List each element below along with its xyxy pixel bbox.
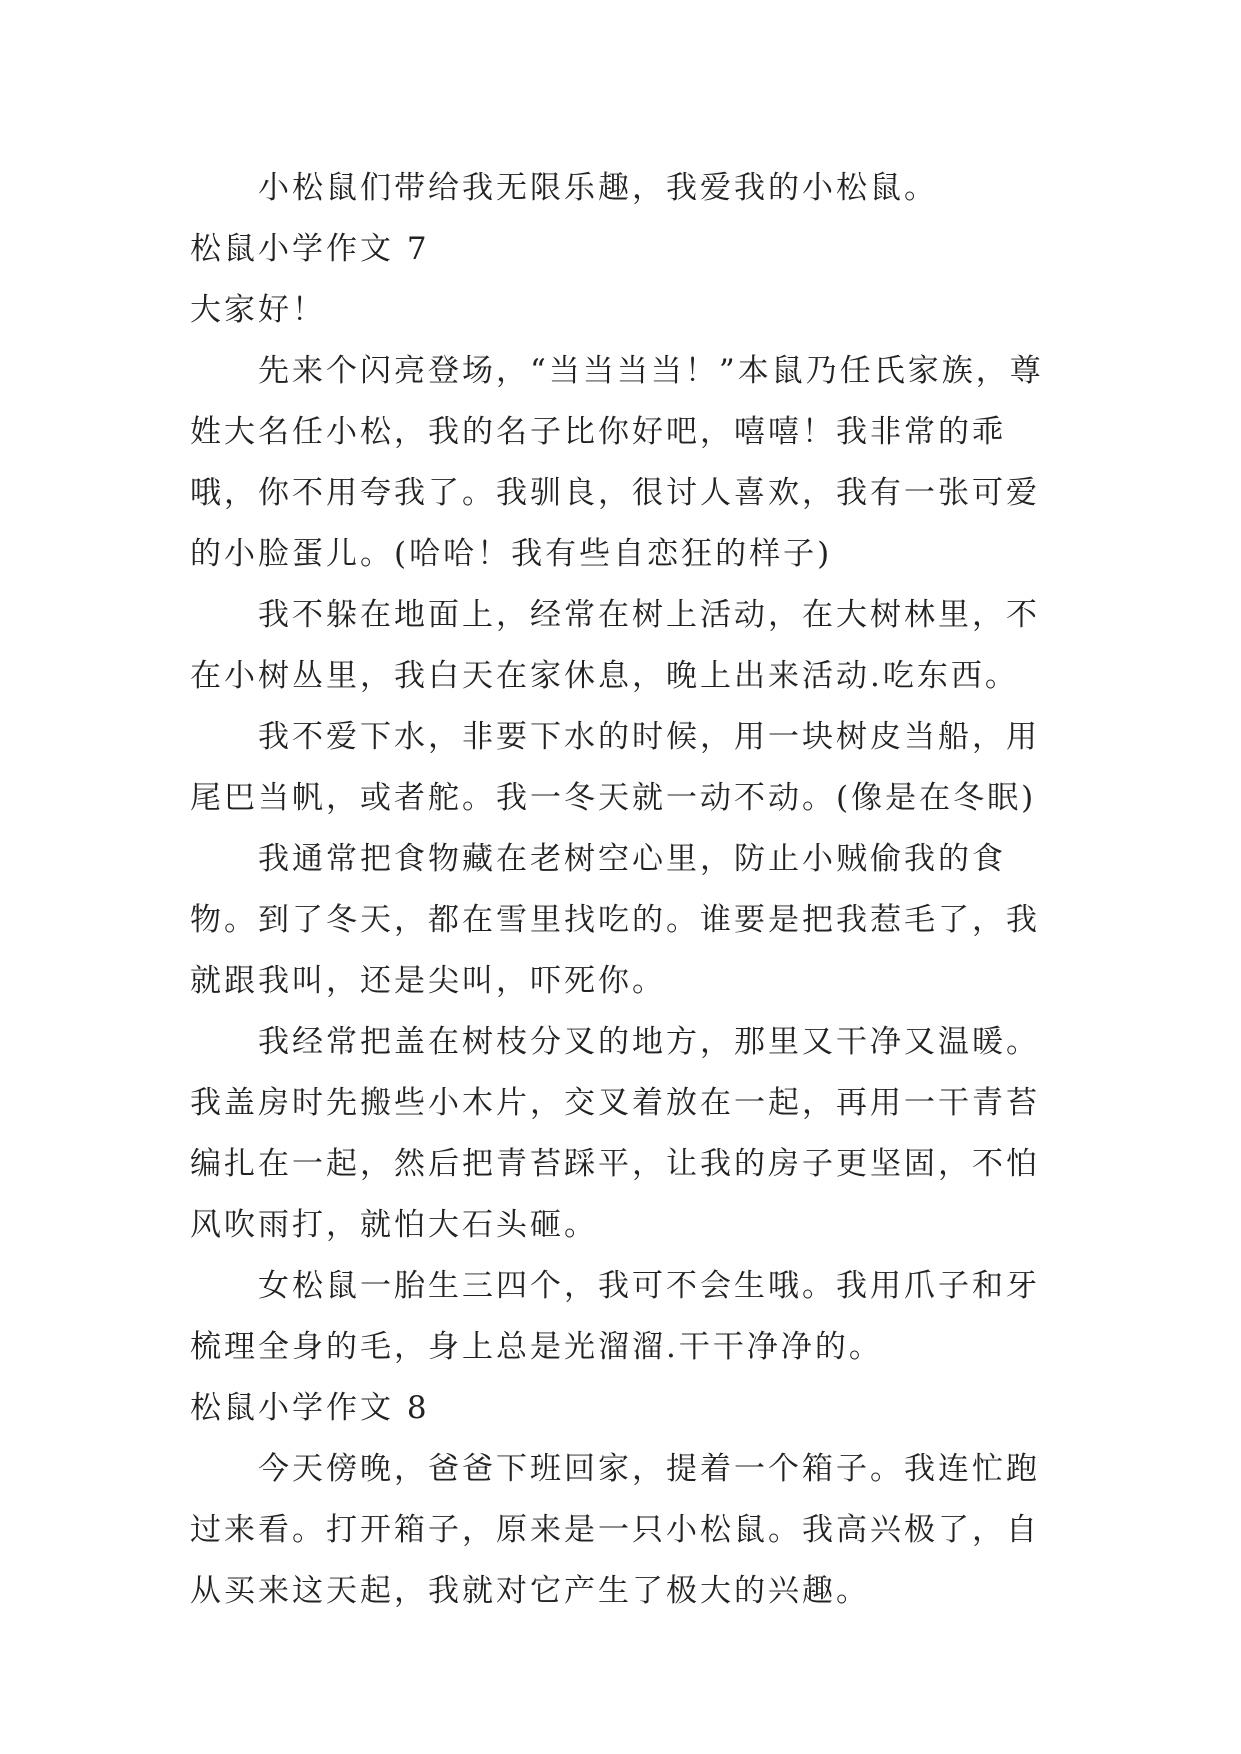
paragraph-habitat: 我不躲在地面上，经常在树上活动，在大树林里，不在小树丛里，我白天在家休息，晚上出来活动.吃东西。	[190, 597, 1040, 694]
paragraph-1: 小松鼠们带给我无限乐趣，我爱我的小松鼠。	[258, 170, 938, 206]
paragraph-food: 我通常把食物藏在老树空心里，防止小贼偷我的食物。到了冬天，都在雪里找吃的。谁要是把我惹毛了，我就跟我叫，还是尖叫，吓死你。	[190, 841, 1040, 999]
paragraph-essay-8: 今天傍晚，爸爸下班回家，提着一个箱子。我连忙跑过来看。打开箱子，原来是一只小松鼠。我高兴极了，自从买来这天起，我就对它产生了极大的兴趣。	[190, 1451, 1040, 1609]
document-body	[190, 158, 1050, 1622]
section-heading-8: 松鼠小学作文 8	[190, 1390, 430, 1426]
paragraph-water: 我不爱下水，非要下水的时候，用一块树皮当船，用尾巴当帆，或者舵。我一冬天就一动不动。(像是在冬眠)	[190, 719, 1040, 816]
greeting-line: 大家好！	[190, 292, 326, 328]
paragraph-nest: 我经常把盖在树枝分叉的地方，那里又干净又温暖。我盖房时先搬些小木片，交叉着放在一起，再用一干青苔编扎在一起，然后把青苔踩平，让我的房子更坚固，不怕风吹雨打，就怕大石头砸。	[190, 1024, 1040, 1243]
section-heading-7: 松鼠小学作文 7	[190, 231, 430, 267]
paragraph-intro: 先来个闪亮登场，“当当当当！”本鼠乃任氏家族，尊姓大名任小松，我的名子比你好吧，嘻嘻！我非常的乖哦，你不用夸我了。我驯良，很讨人喜欢，我有一张可爱的小脸蛋儿。(哈哈！我有些自恋狂的样子)	[190, 353, 1044, 572]
paragraph-grooming: 女松鼠一胎生三四个，我可不会生哦。我用爪子和牙梳理全身的毛，身上总是光溜溜.干干净净的。	[190, 1268, 1040, 1365]
